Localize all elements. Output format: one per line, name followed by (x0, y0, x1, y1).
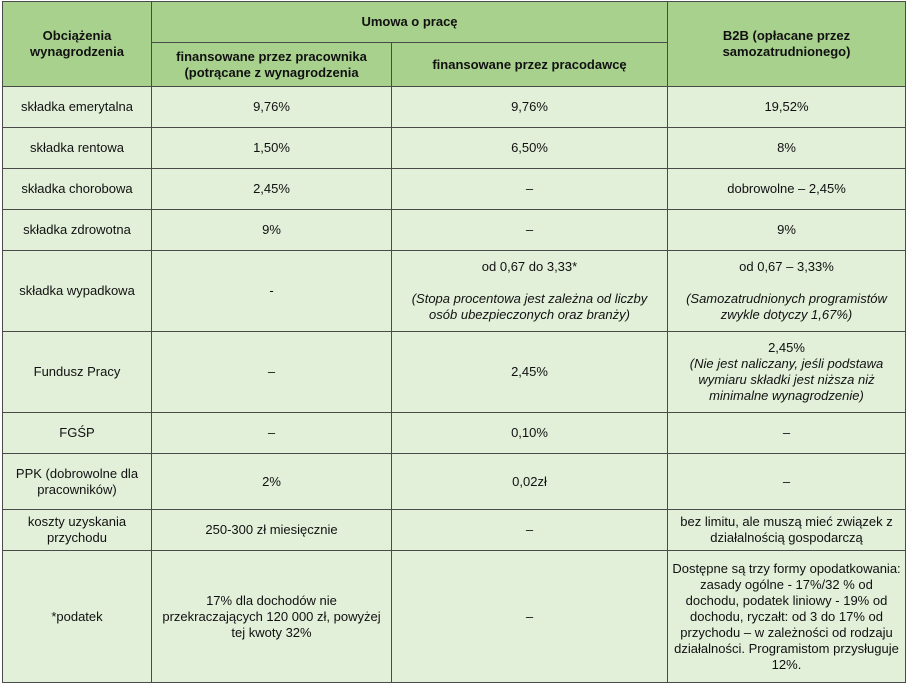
cell-employer: – (392, 551, 668, 683)
row-label: *podatek (3, 551, 152, 683)
cell-b2b: – (668, 413, 906, 454)
table-row (3, 210, 906, 251)
cell-employee: 2,45% (152, 169, 392, 210)
cell-employer: – (392, 210, 668, 251)
header-cell-burdens: Obciążenia wynagrodzenia (3, 2, 152, 87)
table-row (3, 251, 906, 332)
cell-employee: 9% (152, 210, 392, 251)
table-row (3, 551, 906, 683)
row-label: składka emerytalna (3, 87, 152, 128)
cell-note: (Nie jest naliczany, jeśli podstawa wymiaru składki jest niższa niż minimalne wynagrodzenie) (689, 356, 884, 403)
cell-employer: – (392, 169, 668, 210)
cell-b2b (668, 251, 906, 332)
header-cell-employee-funded: finansowane przez pracownika (potrącane z wynagrodzenia (152, 43, 392, 87)
cell-employee: – (152, 332, 392, 413)
comparison-table (2, 1, 906, 683)
row-label: składka rentowa (3, 128, 152, 169)
cell-employer: – (392, 510, 668, 551)
cell-value: od 0,67 do 3,33* (481, 259, 578, 274)
cell-b2b: 9% (668, 210, 906, 251)
header-cell-employer-funded: finansowane przez pracodawcę (392, 43, 668, 87)
cell-b2b: 19,52% (668, 87, 906, 128)
cell-b2b: 8% (668, 128, 906, 169)
table-row (3, 510, 906, 551)
header-cell-employment-contract: Umowa o pracę (152, 2, 668, 43)
table-row (3, 413, 906, 454)
row-label: PPK (dobrowolne dla pracowników) (3, 454, 152, 510)
cell-b2b (668, 332, 906, 413)
table-row (3, 169, 906, 210)
cell-employee: – (152, 413, 392, 454)
header-row (3, 2, 906, 43)
table-row (3, 128, 906, 169)
row-label: składka wypadkowa (3, 251, 152, 332)
cell-b2b: – (668, 454, 906, 510)
cell-value: od 0,67 – 3,33% (739, 259, 834, 274)
row-label: koszty uzyskania przychodu (3, 510, 152, 551)
cell-employee: 2% (152, 454, 392, 510)
cell-employee: 17% dla dochodów nie przekraczających 120 000 zł, powyżej tej kwoty 32% (152, 551, 392, 683)
header-cell-b2b: B2B (opłacane przez samozatrudnionego) (668, 2, 906, 87)
cell-b2b: bez limitu, ale muszą mieć związek z działalnością gospodarczą (668, 510, 906, 551)
cell-b2b: dobrowolne – 2,45% (668, 169, 906, 210)
row-label: FGŚP (3, 413, 152, 454)
cell-b2b: Dostępne są trzy formy opodatkowania: zasady ogólne - 17%/32 % od dochodu, podatek liniowy - 19% od dochodu, ryczałt: od 3 do 17% od przychodu – w zależności od rodzaju działalności. Programistom przysługuje 12%. (668, 551, 906, 683)
cell-value: 2,45% (768, 340, 805, 355)
cell-employee: - (152, 251, 392, 332)
row-label: składka zdrowotna (3, 210, 152, 251)
cell-employee: 250-300 zł miesięcznie (152, 510, 392, 551)
table-row (3, 87, 906, 128)
cell-employee: 9,76% (152, 87, 392, 128)
row-label: Fundusz Pracy (3, 332, 152, 413)
table-row (3, 332, 906, 413)
cell-note: (Stopa procentowa jest zależna od liczby osób ubezpieczonych oraz branży) (411, 291, 648, 322)
cell-employer: 6,50% (392, 128, 668, 169)
row-label: składka chorobowa (3, 169, 152, 210)
cell-employer: 0,02zł (392, 454, 668, 510)
cell-employer: 9,76% (392, 87, 668, 128)
cell-employee: 1,50% (152, 128, 392, 169)
cell-employer: 0,10% (392, 413, 668, 454)
table-row (3, 454, 906, 510)
cell-note: (Samozatrudnionych programistów zwykle dotyczy 1,67%) (686, 291, 887, 322)
cell-employer (392, 251, 668, 332)
cell-employer: 2,45% (392, 332, 668, 413)
